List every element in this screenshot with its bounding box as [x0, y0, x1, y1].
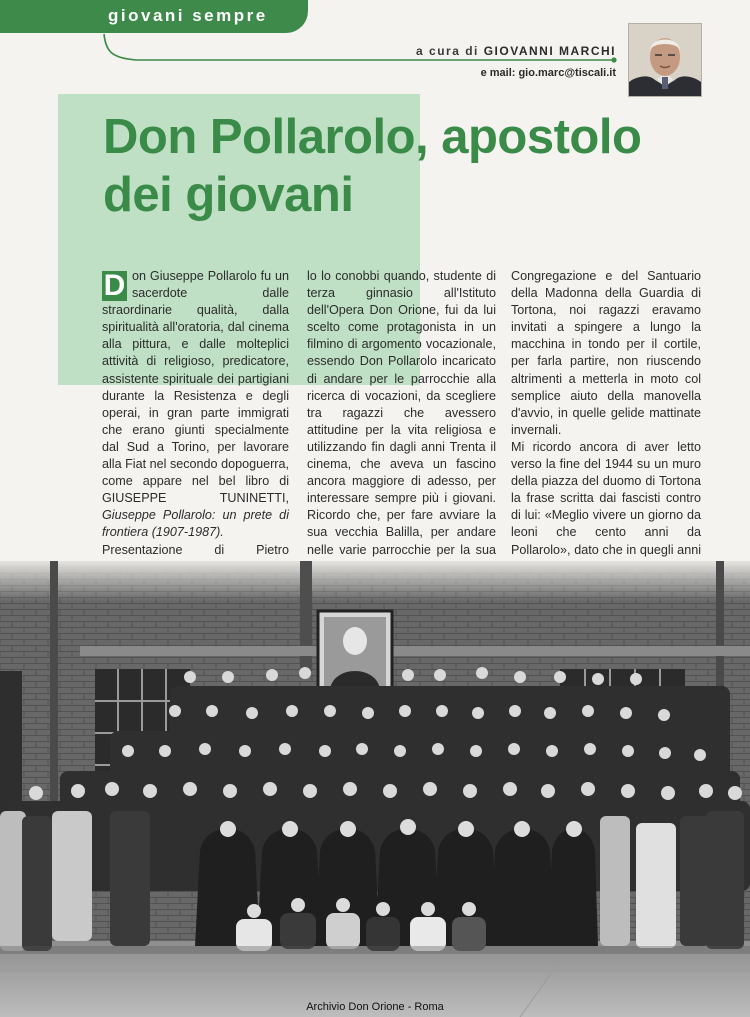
text-column-2 — [307, 268, 496, 576]
credit-prefix: a cura di — [416, 44, 479, 58]
column-3-paragraph-1: Congregazione e del Santuario della Madonna della Guardia di Tortona, noi ragazzi eravamo invitati a spingere a lungo la macchina in tondo per il cortile, per farla partire, non riuscendo altrimenti a metterla in moto col semplice aiuto della manovella d'avvio, in quelle gelide mattinate invernali. — [511, 269, 701, 437]
group-photograph — [0, 561, 750, 1017]
author-email: e mail: gio.marc@tiscali.it — [480, 67, 616, 79]
credit-name: GIOVANNI MARCHI — [483, 44, 616, 58]
article-title — [103, 108, 641, 224]
title-line-2: dei giovani — [103, 168, 354, 222]
text-column-3 — [511, 268, 701, 593]
author-photo — [628, 23, 702, 97]
text-column-1 — [102, 268, 289, 593]
photo-caption: Archivio Don Orione - Roma — [306, 1001, 444, 1013]
column-2-paragraph-1: lo lo conobbi quando, studente di terza ginnasio all'Istituto dell'Opera Don Orione, fui da lui scelto come protagonista in un filmino di argomento vocazionale, essendo Don Pollarolo incaricato di andare per le parrocchie alla ricerca di vocazioni, da scegliere tra ragazzi che avessero attitudine per la vita religiosa e utilizzando fin dagli anni Trenta il cinema, che aveva un fascino ancora maggiore di adesso, per interessare sempre più i giovani. Ricordo che, per fare avviare la sua vecchia Balilla, per andare nelle varie parrocchie per la sua — [307, 269, 496, 557]
column-3-paragraph-2: Mi ricordo ancora di aver letto verso la fine del 1944 su un muro della piazza del duomo di Tortona la frase scritta dai fascisti contro di lui: «Meglio vivere un giorno da leoni che cento anni da Pollarolo», dato che in quegli anni — [511, 439, 701, 557]
column-1-paragraph-1: on Giuseppe Pollarolo fu un sacerdote dalle straordinarie qualità, dalla spiritualità all'oratoria, dal cinema alla pittura, e dalle molteplici attività di religioso, predicatore, assistente spirituale dei partigiani durante la Resistenza e degli operai, in gran parte immigrati che erano giunti specialmente dal Sud a Torino, per lavorare alla Fiat nel secondo dopoguerra, come appare nel bel libro di GIUSEPPE TUNINETTI, — [102, 269, 289, 506]
drop-cap: D — [103, 269, 126, 302]
author-credit — [416, 44, 616, 58]
book-title: Giuseppe Pollarolo: un prete di frontiera (1907-1987). — [102, 508, 289, 540]
column-1-paragraph-2: Presentazione di Pietro — [102, 542, 289, 557]
title-line-1: Don Pollarolo, apostolo — [103, 110, 642, 164]
section-label: giovani sempre — [108, 6, 268, 25]
